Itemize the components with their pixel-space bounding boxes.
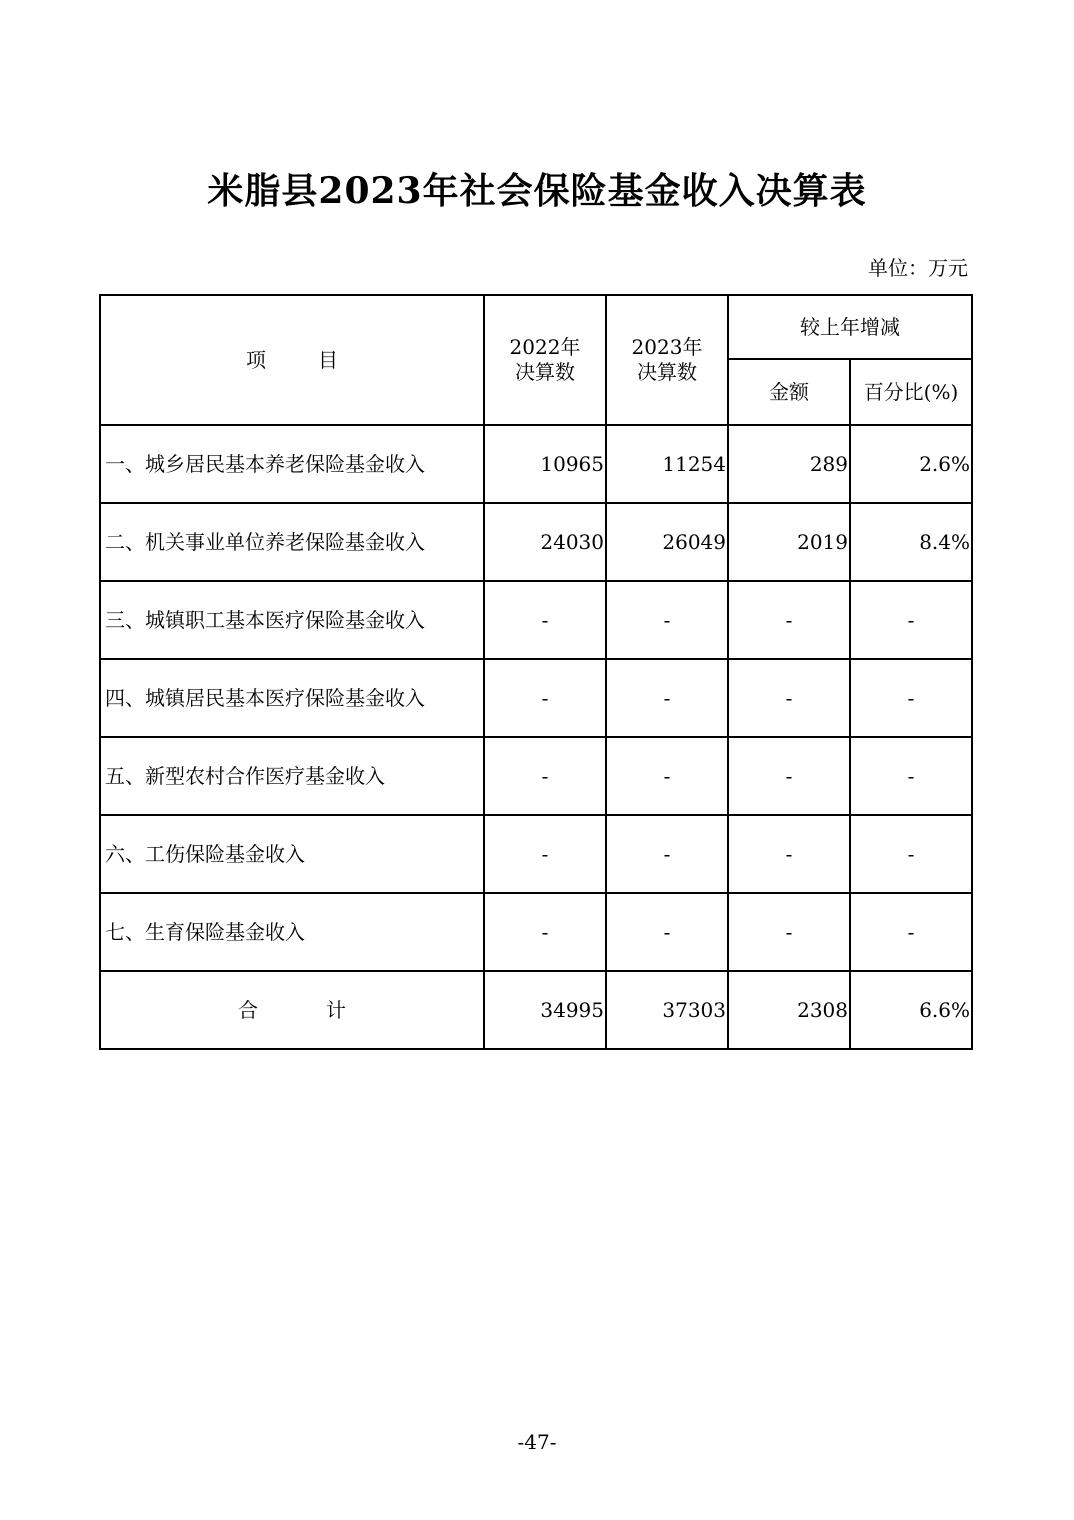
row-2022: - xyxy=(484,893,606,971)
row-2022: 10965 xyxy=(484,425,606,503)
row-amount: - xyxy=(728,815,850,893)
header-2023-year: 2023年 xyxy=(631,335,703,359)
total-percent: 6.6% xyxy=(850,971,972,1049)
header-percent: 百分比(%) xyxy=(850,359,972,425)
table-row xyxy=(100,815,972,893)
row-name: 一、城乡居民基本养老保险基金收入 xyxy=(100,425,484,503)
header-2023 xyxy=(606,295,728,425)
table-row xyxy=(100,425,972,503)
table-row xyxy=(100,659,972,737)
table-row xyxy=(100,893,972,971)
total-2023: 37303 xyxy=(606,971,728,1049)
row-amount: - xyxy=(728,737,850,815)
total-row xyxy=(100,971,972,1049)
row-2023: - xyxy=(606,815,728,893)
page-title: 米脂县2023年社会保险基金收入决算表 xyxy=(207,170,867,212)
row-2023: - xyxy=(606,659,728,737)
row-percent: - xyxy=(850,893,972,971)
row-amount: - xyxy=(728,893,850,971)
table-row xyxy=(100,581,972,659)
total-amount: 2308 xyxy=(728,971,850,1049)
unit-label: 单位：万元 xyxy=(868,256,968,280)
fund-income-table xyxy=(99,294,973,1050)
row-2022: 24030 xyxy=(484,503,606,581)
row-name: 二、机关事业单位养老保险基金收入 xyxy=(100,503,484,581)
row-2023: - xyxy=(606,893,728,971)
row-percent: - xyxy=(850,737,972,815)
total-2022: 34995 xyxy=(484,971,606,1049)
row-amount: - xyxy=(728,581,850,659)
row-2023: - xyxy=(606,581,728,659)
row-percent: - xyxy=(850,659,972,737)
row-2022: - xyxy=(484,659,606,737)
header-row-top xyxy=(100,295,972,359)
header-amount: 金额 xyxy=(728,359,850,425)
row-2023: 11254 xyxy=(606,425,728,503)
header-2023-label: 决算数 xyxy=(637,360,697,384)
row-percent: - xyxy=(850,815,972,893)
row-amount: 289 xyxy=(728,425,850,503)
header-2022-year: 2022年 xyxy=(509,335,581,359)
row-amount: 2019 xyxy=(728,503,850,581)
row-name: 三、城镇职工基本医疗保险基金收入 xyxy=(100,581,484,659)
header-2022-label: 决算数 xyxy=(515,360,575,384)
table-row xyxy=(100,503,972,581)
row-2023: - xyxy=(606,737,728,815)
row-percent: - xyxy=(850,581,972,659)
page-number: -47- xyxy=(517,1430,557,1454)
table-row xyxy=(100,737,972,815)
row-percent: 2.6% xyxy=(850,425,972,503)
header-change: 较上年增减 xyxy=(728,295,972,359)
total-label: 合计 xyxy=(100,971,484,1049)
row-name: 六、工伤保险基金收入 xyxy=(100,815,484,893)
row-2023: 26049 xyxy=(606,503,728,581)
row-2022: - xyxy=(484,737,606,815)
row-percent: 8.4% xyxy=(850,503,972,581)
row-name: 四、城镇居民基本医疗保险基金收入 xyxy=(100,659,484,737)
row-name: 七、生育保险基金收入 xyxy=(100,893,484,971)
header-item: 项目 xyxy=(100,295,484,425)
row-amount: - xyxy=(728,659,850,737)
row-name: 五、新型农村合作医疗基金收入 xyxy=(100,737,484,815)
header-2022 xyxy=(484,295,606,425)
row-2022: - xyxy=(484,581,606,659)
row-2022: - xyxy=(484,815,606,893)
